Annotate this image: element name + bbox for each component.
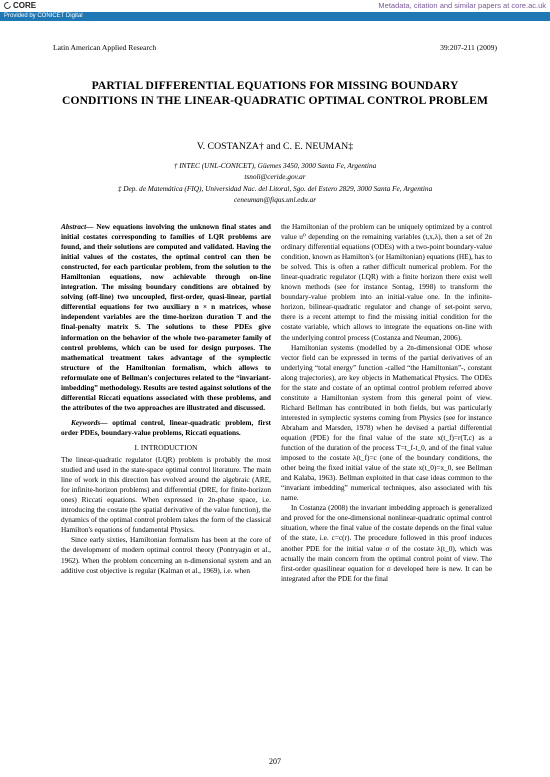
body-paragraph-2: Hamiltonian systems (modelled by a 2n-dimensional ODE whose vector field can be expressed in terms of the partial derivatives of an underlying “total energy” function -called “the Hamiltonian”-, constant along trajectories), are key objects in Mathematical Physics. The ODEs for the state and costate of an optimal control problem referred above constitute a Hamiltonian system from this general point of view. Richard Bellman has contributed in both fields, but was particularly interested in symplectic systems coming from Physics (see for instance Abraham and Marsden, 1978) when he devised a partial differential equation (PDE) for the final value of the state x(t_f)=r(T,c) as a function of the duration of the process T=t_f-t_0, and of the final value imposed to the costate λ(t_f)=c (one of the boundary conditions, the other being the fixed initial value of the state x(t_0)=x_0, see Bellman and Kalaba, 1963). Bellman exploited in that case ideas common to the “invariant imbedding” numerical techniques, also associated with his name.	[281, 342, 492, 503]
affiliation-1-email: tsnoli@ceride.gov.ar	[244, 172, 306, 181]
core-label: CORE	[13, 1, 37, 10]
affiliation-2-email: ceneuman@fiqus.unl.edu.ar	[233, 195, 317, 204]
provider-text[interactable]: Provided by CONICET Digital	[4, 13, 83, 19]
core-logo-icon	[3, 1, 13, 11]
affiliation-1	[0, 160, 550, 182]
core-banner	[0, 0, 550, 12]
page-number: 207	[269, 757, 281, 766]
left-column	[61, 222, 271, 576]
intro-paragraph-2: Since early sixties, Hamiltonian formalism has been at the core of the development of modern optimal control theory (Pontryagin et al., 1962). When the problem concerning an n-dimensional system and an additive cost objective is regular (Kalman et al., 1969), i.e. when	[61, 535, 271, 575]
core-logo[interactable]	[4, 1, 36, 10]
intro-paragraph-1: The linear-quadratic regulator (LQR) problem is probably the most studied and used in the state-space optimal control literature. The main line of work in this direction has evolved around the algebraic (ARE, for infinite-horizon problems) and differential (DRE, for finite-horizon ones) Riccati equations. When expressed in 2n-phase space, i.e. introducing the costate (the spatial derivative of the value function), the dynamics of the optimal control problem takes the form of the classical Hamilton's equations of fundamental Physics.	[61, 455, 271, 535]
abstract-text: New equations involving the unknown final states and initial costates corresponding to families of LQR problems are found, and their solutions are computed and validated. Having the initial values of the costates, the optimal control can then be constructed, for each particular problem, from the solution to the Hamiltonian equations, now achievable through on-line integration. The missing boundary conditions are obtained by solving (off-line) two uncoupled, first-order, quasi-linear, partial differential equations for two auxiliary n × n matrices, whose independent variables are the time-horizon duration T and the final-penalty matrix S. The solutions to these PDEs give information on the behavior of the whole two-parameter family of control problems, which can be used for design purposes. The mathematical treatment takes advantage of the symplectic structure of the Hamiltonian formalism, which allows to reformulate one of Bellman's conjectures related to the “invariant-imbedding” methodology. Results are tested against solutions of the differential Riccati equations associated with these problems, and the attributes of the two approaches are illustrated and discussed.	[61, 222, 271, 412]
keywords	[61, 418, 271, 438]
right-column	[281, 222, 492, 584]
abstract	[61, 222, 271, 413]
paper-title: PARTIAL DIFFERENTIAL EQUATIONS FOR MISSING BOUNDARY CONDITIONS IN THE LINEAR-QUADRATIC OPTIMAL CONTROL PROBLEM	[61, 79, 489, 107]
journal-pages: 39:207-211 (2009)	[440, 43, 497, 52]
provider-banner	[0, 12, 550, 21]
abstract-label: Abstract—	[61, 222, 94, 231]
keywords-text: optimal control, linear-quadratic problem, first order PDEs, boundary-value problems, Riccati equations.	[61, 417, 271, 437]
affiliation-2-address: ‡ Dep. de Matemática (FIQ), Universidad Nac. del Litoral, Sgo. del Estero 2829, 3000 Santa Fe, Argentina	[117, 184, 433, 193]
section-heading-introduction: I. INTRODUCTION	[134, 442, 198, 452]
affiliation-1-address: † INTEC (UNL-CONICET), Güemes 3450, 3000 Santa Fe, Argentina	[173, 161, 377, 170]
keywords-label: Keywords—	[71, 417, 108, 427]
body-paragraph-3: In Costanza (2008) the invariant imbedding approach is generalized and proved for the one-dimensional nonlinear-quadratic optimal control situation, where the final value of the costate depends on the final value of the state, i.e. c=c(r). The procedure followed in this proof induces another PDE for the initial value σ of the costate λ(t_0), which was actually the main concern from the optimal control point of view. The first-order quasilinear equation for σ developed here is new. It can be integrated after the PDE for the final	[281, 503, 492, 583]
affiliation-2	[0, 183, 550, 205]
journal-name: Latin American Applied Research	[53, 43, 157, 52]
authors: V. COSTANZA† and C. E. NEUMAN‡	[196, 141, 354, 152]
core-metadata-link[interactable]: Metadata, citation and similar papers at core.ac.uk	[378, 1, 546, 10]
body-paragraph-1: the Hamiltonian of the problem can be uniquely optimized by a control value u⁰ depending on the remaining variables (t,x,λ), then a set of 2n ordinary differential equations (ODEs) with a two-point boundary-value condition, known as Hamilton's (or Hamiltonian) equations (HE), has to be solved. This is often a rather difficult numerical problem. For the linear-quadratic regulator (LQR) with a finite horizon there exist well known methods (see for instance Sontag, 1998) to transform the boundary-value problem into an initial-value one. In the infinite-horizon, bilinear-quadratic regulator and change of set-point servo, there is a recent attempt to find the missing initial condition for the costate variable, which allows to integrate the equations on-line with the underlying control process (Costanza and Neuman, 2006).	[281, 222, 492, 342]
